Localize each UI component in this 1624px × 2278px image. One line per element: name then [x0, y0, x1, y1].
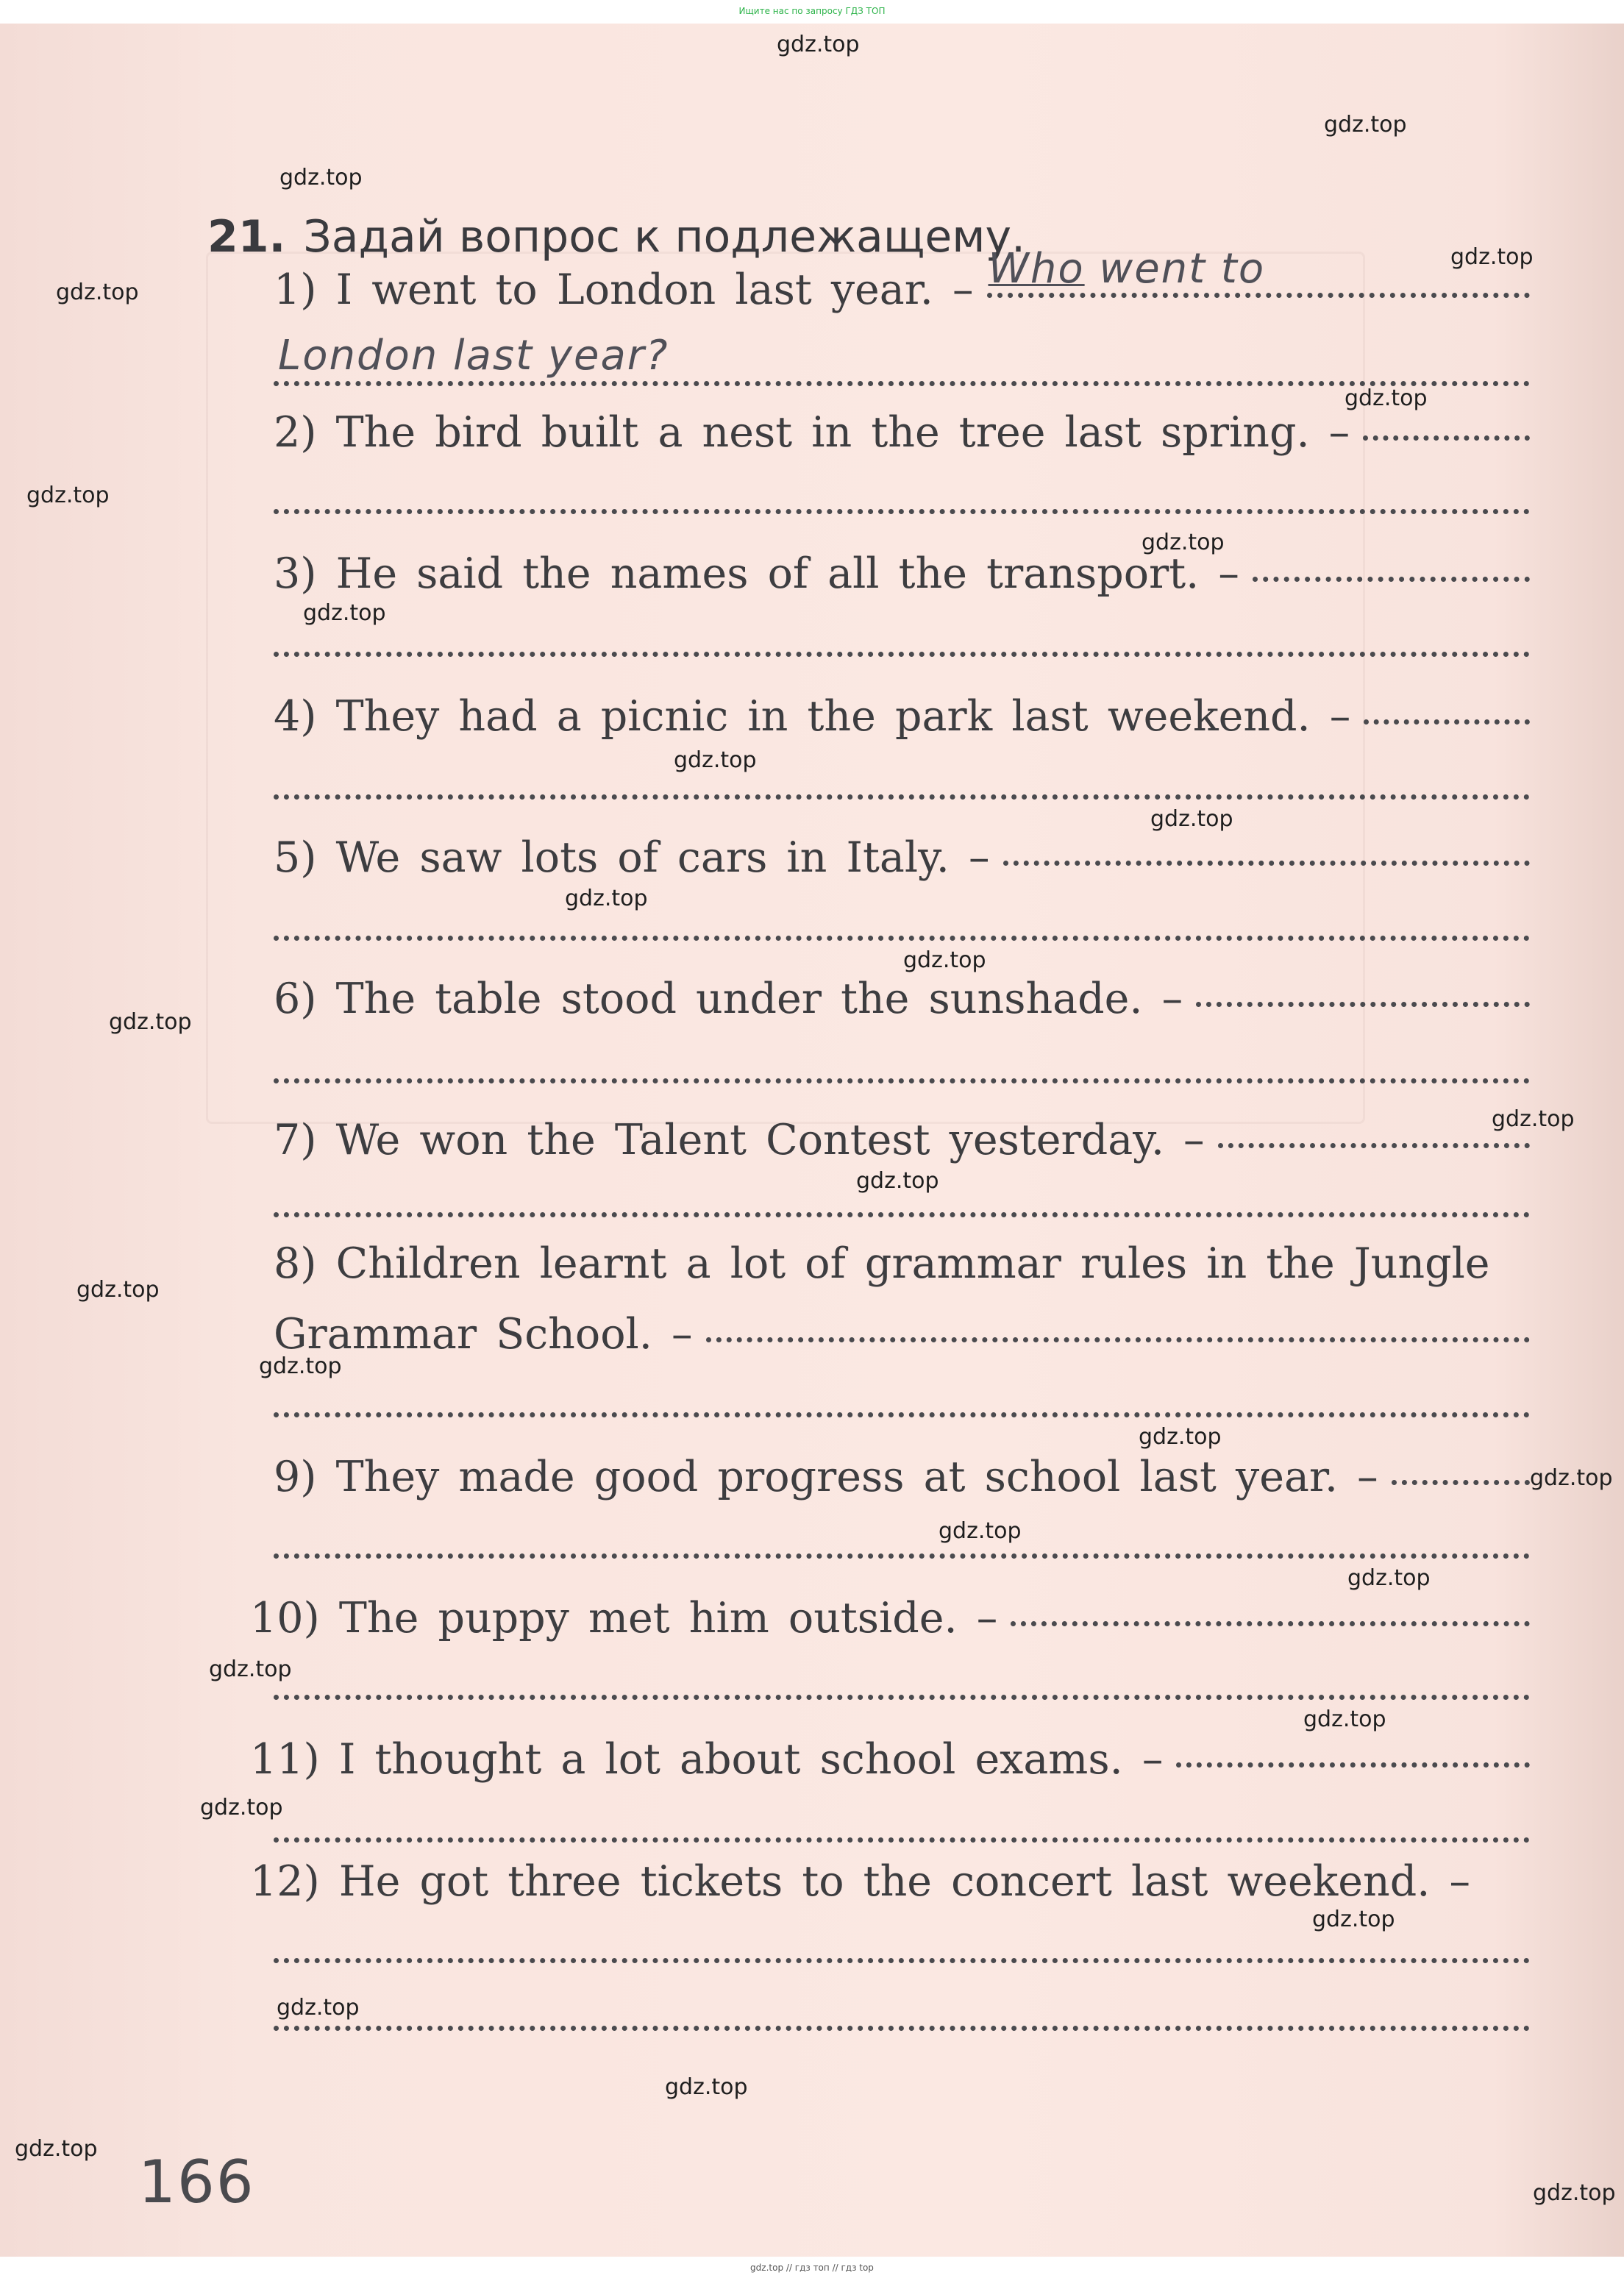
top-banner: Ищите нас по запросу ГДЗ ТОП	[738, 6, 886, 16]
watermark: gdz.top	[26, 483, 110, 508]
answer-line[interactable]	[1011, 1621, 1530, 1626]
answer-line[interactable]	[274, 794, 1530, 800]
exercise-item-11	[250, 1730, 1530, 1789]
watermark: gdz.top	[1533, 2180, 1616, 2206]
watermark: gdz.top	[277, 1995, 360, 2021]
exercise-item-8	[274, 1234, 1530, 1293]
exercise-item-9	[274, 1448, 1530, 1506]
watermark: gdz.top	[76, 1277, 160, 1303]
answer-line[interactable]	[274, 1958, 1530, 1963]
answer-line[interactable]	[274, 936, 1530, 941]
answer-line[interactable]	[706, 1337, 1531, 1342]
watermark: gdz.top	[279, 165, 363, 191]
watermark: gdz.top	[674, 747, 757, 773]
handwritten-answer-cont: London last year?	[278, 332, 669, 380]
watermark: gdz.top	[259, 1353, 342, 1379]
exercise-sentence: 9) They made good progress at school last year. –	[274, 1453, 1378, 1501]
watermark: gdz.top	[15, 2136, 98, 2162]
answer-line[interactable]	[274, 1078, 1530, 1083]
exercise-item-4	[274, 687, 1530, 746]
answer-row-1b	[274, 332, 1530, 396]
watermark: gdz.top	[665, 2074, 748, 2100]
answer-line[interactable]	[1218, 1143, 1530, 1148]
underlined-word: Who	[988, 245, 1085, 293]
watermark: gdz.top	[777, 32, 860, 57]
answer-line[interactable]	[274, 1695, 1530, 1700]
exercise-sentence: 8) Children learnt a lot of grammar rules in the Jungle	[274, 1239, 1490, 1288]
answer-row-4b	[274, 750, 1530, 809]
handwritten-answer	[989, 247, 1266, 291]
answer-line[interactable]	[274, 509, 1530, 514]
watermark: gdz.top	[1142, 530, 1225, 555]
exercise-sentence: 10) The puppy met him outside. –	[250, 1594, 998, 1642]
exercise-item-2	[274, 403, 1530, 462]
exercise-item-10	[250, 1589, 1530, 1648]
answer-rest: went to	[1084, 245, 1266, 293]
answer-row-11b	[274, 1793, 1530, 1852]
watermark: gdz.top	[1324, 112, 1407, 138]
answer-row-9b	[274, 1509, 1530, 1568]
exercise-sentence: 4) They had a picnic in the park last weekend. –	[274, 692, 1351, 741]
answer-line[interactable]	[274, 1837, 1530, 1843]
watermark: gdz.top	[1303, 1706, 1386, 1732]
answer-line[interactable]	[1253, 577, 1530, 582]
watermark: gdz.top	[109, 1009, 192, 1035]
exercise-item-7	[274, 1111, 1530, 1170]
exercise-sentence-cont: Grammar School. –	[274, 1310, 693, 1359]
answer-row-8b	[274, 1368, 1530, 1427]
watermark: gdz.top	[200, 1795, 283, 1820]
answer-line[interactable]	[1003, 861, 1531, 866]
watermark: gdz.top	[1345, 385, 1428, 411]
exercise-sentence: 5) We saw lots of cars in Italy. –	[274, 833, 990, 882]
task-instruction: Задай вопрос к подлежащему.	[303, 211, 1026, 263]
exercise-sentence: 1) I went to London last year. –	[274, 266, 974, 314]
watermark: gdz.top	[1530, 1465, 1613, 1491]
watermark: gdz.top	[209, 1656, 292, 1682]
answer-line[interactable]	[274, 2026, 1530, 2031]
exercise-sentence: 3) He said the names of all the transport. –	[274, 549, 1239, 598]
answer-line[interactable]	[1363, 435, 1530, 441]
watermark: gdz.top	[56, 280, 139, 305]
answer-line[interactable]	[274, 1412, 1530, 1417]
answer-row-5b	[274, 891, 1530, 950]
answer-line[interactable]	[1196, 1002, 1530, 1007]
answer-line[interactable]	[1176, 1762, 1530, 1768]
watermark: gdz.top	[1139, 1424, 1222, 1450]
answer-row-3b	[274, 608, 1530, 666]
answer-line[interactable]	[1364, 719, 1530, 725]
bottom-banner: gdz.top // гдз топ // гдз top	[750, 2263, 874, 2273]
answer-line[interactable]	[274, 381, 1530, 386]
answer-row-10b	[274, 1651, 1530, 1709]
answer-row-6b	[274, 1034, 1530, 1093]
exercise-item-12	[250, 1852, 1530, 1911]
answer-line[interactable]	[274, 1553, 1530, 1559]
exercise-item-3	[274, 544, 1530, 603]
watermark: gdz.top	[1312, 1907, 1395, 1932]
watermark: gdz.top	[1492, 1106, 1575, 1132]
exercise-sentence: 2) The bird built a nest in the tree last spring. –	[274, 408, 1350, 457]
exercise-sentence: 11) I thought a lot about school exams. –	[250, 1735, 1164, 1784]
exercise-item-6	[274, 969, 1530, 1028]
watermark: gdz.top	[1150, 806, 1233, 832]
exercise-sentence: 7) We won the Talent Contest yesterday. –	[274, 1116, 1205, 1164]
exercise-sentence: 6) The table stood under the sunshade. –	[274, 975, 1183, 1023]
page-number: 166	[138, 2148, 255, 2216]
task-number: 21.	[207, 211, 286, 263]
watermark: gdz.top	[903, 947, 986, 973]
watermark: gdz.top	[939, 1518, 1022, 1544]
answer-row-2b	[274, 465, 1530, 524]
answer-row-12b	[274, 1982, 1530, 2040]
exercise-item-5	[274, 828, 1530, 887]
watermark: gdz.top	[1347, 1565, 1431, 1591]
answer-line[interactable]	[274, 652, 1530, 657]
watermark: gdz.top	[1450, 244, 1534, 270]
watermark: gdz.top	[856, 1168, 939, 1194]
answer-line[interactable]	[274, 1212, 1530, 1217]
task-heading	[207, 207, 1025, 266]
watermark: gdz.top	[565, 886, 648, 911]
watermark: gdz.top	[303, 600, 386, 626]
answer-line[interactable]	[1392, 1480, 1530, 1485]
exercise-item-8-cont	[274, 1305, 1530, 1364]
exercise-sentence: 12) He got three tickets to the concert last weekend. –	[250, 1857, 1470, 1906]
